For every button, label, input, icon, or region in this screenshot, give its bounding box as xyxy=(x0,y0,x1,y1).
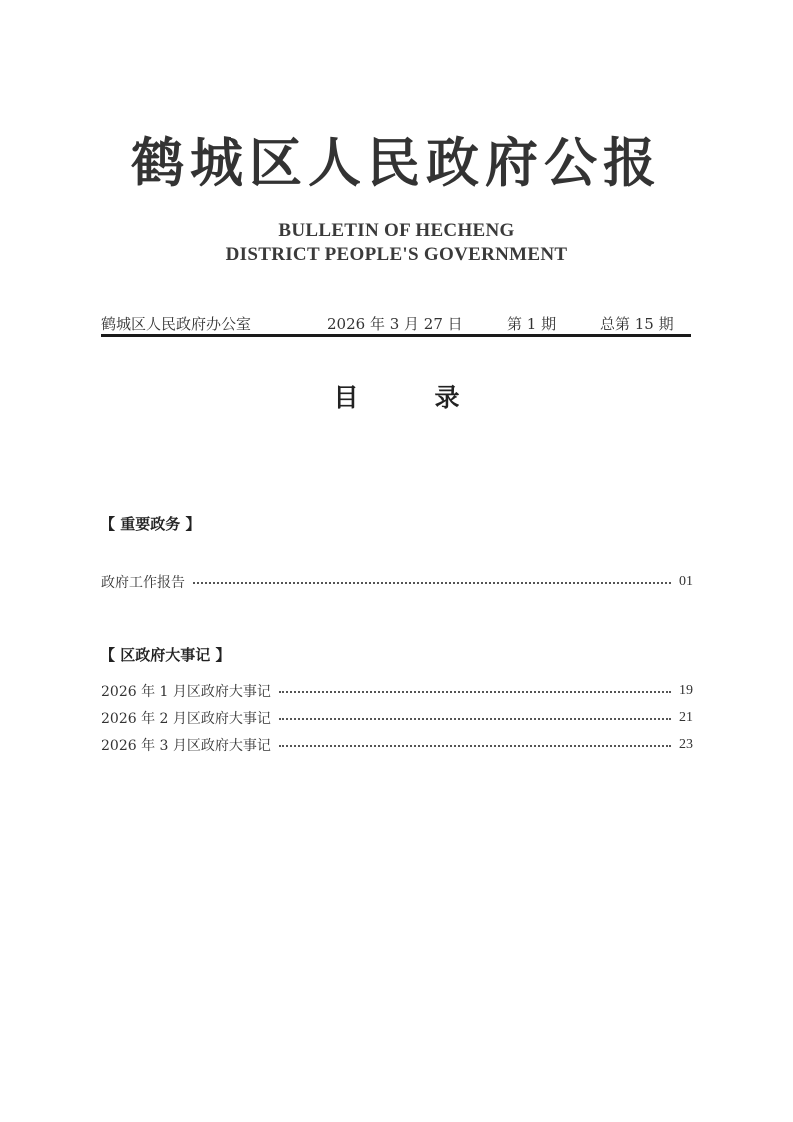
toc-section-title: 【 区政府大事记 】 xyxy=(100,646,231,664)
issue-date: 2026 年 3 月 27 日 xyxy=(327,315,463,333)
toc-entry-page: 23 xyxy=(679,737,693,752)
toc-entry-page: 01 xyxy=(679,574,693,589)
bulletin-title: 鹤城区人民政府公报 xyxy=(131,132,662,194)
bulletin-english-title-line1: BULLETIN OF HECHENG xyxy=(278,220,515,241)
toc-entry[interactable] xyxy=(101,707,693,729)
toc-entry-label: 政府工作报告 xyxy=(101,575,185,591)
bulletin-english-title-line2: DISTRICT PEOPLE'S GOVERNMENT xyxy=(225,244,568,265)
toc-entry-label: 2026 年 3 月区政府大事记 xyxy=(101,738,271,754)
toc-entry-label: 2026 年 2 月区政府大事记 xyxy=(101,711,271,727)
issuing-office: 鹤城区人民政府办公室 xyxy=(101,315,252,333)
toc-entry[interactable] xyxy=(101,680,693,702)
issue-number: 第 1 期 xyxy=(507,315,557,333)
dot-leader xyxy=(279,745,671,747)
dot-leader xyxy=(193,582,671,584)
toc-section-title: 【 重要政务 】 xyxy=(100,515,201,533)
dot-leader xyxy=(279,691,671,693)
dot-leader xyxy=(279,718,671,720)
toc-heading-char: 录 xyxy=(434,383,460,412)
issue-info-bar xyxy=(101,311,691,335)
total-issue-number: 总第 15 期 xyxy=(600,315,674,333)
toc-heading-char: 目 xyxy=(333,383,359,412)
toc-entry[interactable] xyxy=(101,571,693,593)
toc-entry-page: 19 xyxy=(679,683,693,698)
toc-entry-label: 2026 年 1 月区政府大事记 xyxy=(101,684,271,700)
toc-entry-page: 21 xyxy=(679,710,693,725)
toc-entry[interactable] xyxy=(101,734,693,756)
header-divider xyxy=(101,334,691,337)
toc-heading xyxy=(0,381,793,415)
